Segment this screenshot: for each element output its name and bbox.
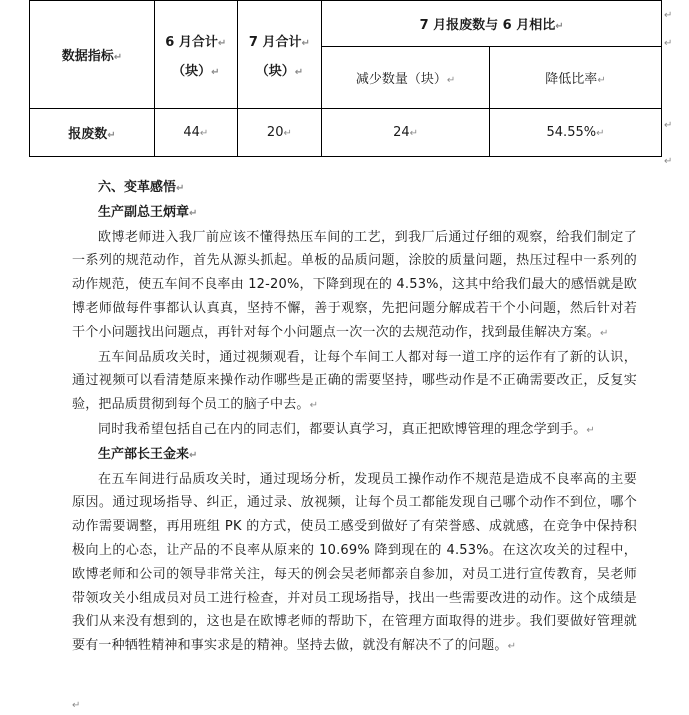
cell-reduced-quantity: 24↵	[322, 109, 490, 157]
paragraph: 五车间品质攻关时，通过视频观看，让每个车间工人都对每一道工序的运作有了新的认识，通过视频可以看清楚原来操作动作哪些是正确的需要坚持，哪些动作是不正确需要改正，反复实验，把品质贯彻到每个员工的脑子中去。↵	[72, 349, 637, 413]
row-end-mark: ↵	[664, 38, 673, 49]
cell-july-total: 20↵	[237, 109, 322, 157]
paragraph: 在五车间进行品质攻关时，通过现场分析，发现员工操作动作不规范是造成不良率高的主要原因。通过现场指导、纠正，通过录、放视频，让每个员工都能发现自己哪个动作不到位，哪个动作需要调整，再用班组 PK 的方式，使员工感受到做好了有荣誉感、成就感，在竞争中保持积极向上的心态，让产品的不良率从原来的 10.69% 降到现在的 4.53%。在这次攻关的过程中，欧博老师和公司的领导非常关注，每天的例会吴老师都亲自参加，对员工进行宣传教育，吴老师带领攻关小组成员对员工进行检查，并对员工现场指导，找出一些需要改进的动作。这个成绩是我们从来没有想到的，这也是在欧博老师的帮助下，在管理方面取得的进步。我们要做好管理就要有一种牺牲精神和事实求是的精神。坚持去做，就没有解决不了的问题。↵	[72, 471, 637, 654]
row-end-mark: ↵	[664, 10, 673, 21]
header-june-total: 6 月合计↵ （块）↵	[154, 1, 237, 109]
speaker-name: 生产副总王炳章↵	[98, 204, 198, 220]
speaker-name: 生产部长王金来↵	[98, 446, 198, 462]
row-end-mark: ↵	[664, 156, 673, 167]
cell-reduction-rate: 54.55%↵	[490, 109, 662, 157]
cell-june-total: 44↵	[154, 109, 237, 157]
header-july-vs-june: 7 月报废数与 6 月相比↵	[322, 1, 662, 47]
row-label-scrap-count: 报废数↵	[30, 109, 155, 157]
paragraph: 欧博老师进入我厂前应该不懂得热压车间的工艺，到我厂后通过仔细的观察，给我们制定了一系列的规范动作，首先从源头抓起。单板的品质问题，涂胶的质量问题，热压过程中一系列的动作规范，使五车间不良率由 12-20%，下降到现在的 4.53%，这其中给我们最大的感悟就是欧博老师做每件事都认认真真，坚持不懈，善于观察，先把问题分解成若干个小问题，然后针对若干个小问题找出问题点，再针对每个小问题点一次一次的去规范动作，找到最佳解决方案。↵	[72, 229, 637, 340]
paragraph: 同时我希望包括自己在内的同志们，都要认真学习，真正把欧博管理的理念学到手。↵	[98, 421, 595, 437]
document-body	[72, 176, 637, 659]
row-end-mark: ↵	[664, 120, 673, 131]
header-data-indicator: 数据指标↵	[30, 1, 155, 109]
document-end-mark: ↵	[72, 700, 81, 711]
header-july-total: 7 月合计↵ （块）↵	[237, 1, 322, 109]
scrap-stats-table	[29, 0, 662, 157]
section-title: 六、变革感悟↵	[98, 180, 185, 195]
header-reduced-quantity: 减少数量（块）↵	[322, 47, 490, 109]
header-reduction-rate: 降低比率↵	[490, 47, 662, 109]
